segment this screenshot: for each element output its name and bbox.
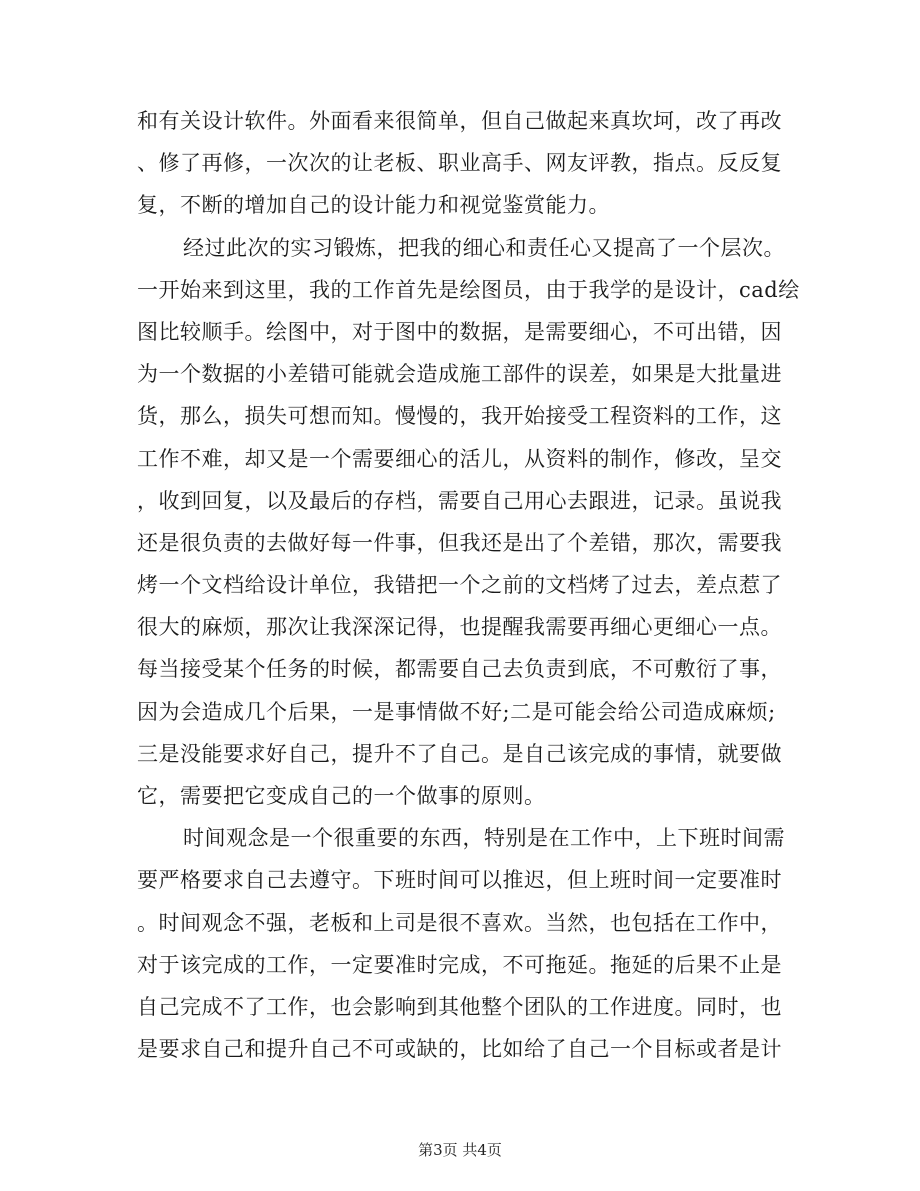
- text-line: 图比较顺手。绘图中，对于图中的数据，是需要细心，不可出错，因: [137, 319, 782, 344]
- text-line: 一开始来到这里，我的工作首先是绘图员，由于我学的是设计，cad绘: [137, 277, 800, 302]
- text-line: 对于该完成的工作，一定要准时完成，不可拖延。拖延的后果不止是: [137, 952, 782, 977]
- paragraph-2: [137, 227, 800, 818]
- text-line: 时间观念是一个很重要的东西，特别是在工作中，上下班时间需: [183, 826, 785, 851]
- page-number-footer: 第3页 共4页: [418, 1141, 502, 1159]
- text-line: 三是没能要求好自己，提升不了自己。是自己该完成的事情，就要做: [137, 741, 782, 766]
- text-line: ，收到回复，以及最后的存档，需要自己用心去跟进，记录。虽说我: [137, 488, 782, 513]
- text-line: 工作不难，却又是一个需要细心的活儿，从资料的制作，修改，呈交: [137, 446, 782, 471]
- text-line: 因为会造成几个后果，一是事情做不好;二是可能会给公司造成麻烦;: [137, 699, 776, 724]
- text-line: 很大的麻烦，那次让我深深记得，也提醒我需要再细心更细心一点。: [137, 615, 782, 640]
- text-line: 要严格要求自己去遵守。下班时间可以推迟，但上班时间一定要准时: [137, 868, 782, 893]
- text-line: 烤一个文档给设计单位，我错把一个之前的文档烤了过去，差点惹了: [137, 573, 782, 598]
- text-line: 经过此次的实习锻炼，把我的细心和责任心又提高了一个层次。: [183, 235, 785, 260]
- text-line: 它，需要把它变成自己的一个做事的原则。: [137, 784, 546, 808]
- document-body: [137, 100, 800, 1070]
- text-line: 是要求自己和提升自己不可或缺的，比如给了自己一个目标或者是计: [137, 1037, 782, 1062]
- paragraph-3: [137, 817, 787, 1070]
- text-line: 为一个数据的小差错可能就会造成施工部件的误差，如果是大批量进: [137, 362, 782, 387]
- text-line: 自己完成不了工作，也会影响到其他整个团队的工作进度。同时，也: [137, 994, 782, 1019]
- text-line: 复，不断的增加自己的设计能力和视觉鉴赏能力。: [137, 193, 610, 218]
- text-line: 还是很负责的去做好每一件事，但我还是出了个差错，那次，需要我: [137, 530, 782, 555]
- text-line: 、修了再修，一次次的让老板、职业高手、网友评教，指点。反反复: [137, 151, 782, 176]
- paragraph-1: [137, 100, 787, 227]
- text-line: 每当接受某个任务的时候，都需要自己去负责到底，不可敷衍了事，: [137, 657, 782, 682]
- text-line: 和有关设计软件。外面看来很简单，但自己做起来真坎坷，改了再改: [137, 109, 782, 133]
- text-line: 。时间观念不强，老板和上司是很不喜欢。当然，也包括在工作中，: [137, 910, 782, 935]
- text-line: 货，那么，损失可想而知。慢慢的，我开始接受工程资料的工作，这: [137, 404, 782, 429]
